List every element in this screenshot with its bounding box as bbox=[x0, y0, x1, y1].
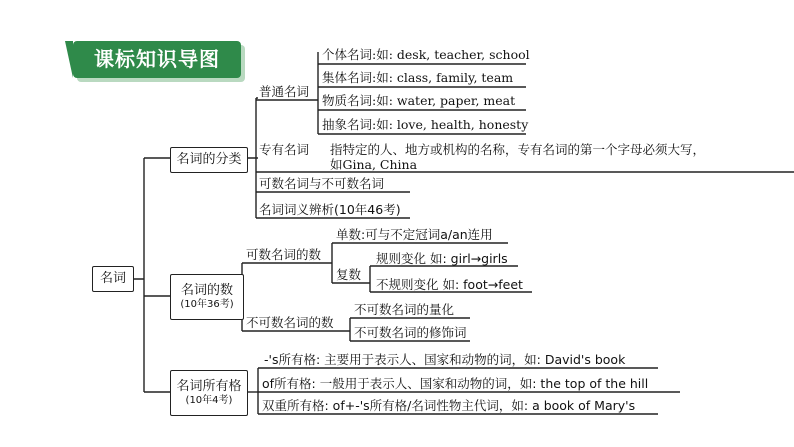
branch-number bbox=[170, 274, 244, 320]
common-item-1: 个体名词:如: desk, teacher, school bbox=[322, 47, 530, 62]
possessive-item-1: -'s所有格: 主要用于表示人、国家和动物的词，如: David's book bbox=[264, 352, 626, 367]
branch-possessive bbox=[170, 370, 248, 416]
root-node: 名词 bbox=[92, 266, 134, 292]
branch-possessive-note: (10年4考) bbox=[185, 395, 233, 406]
uncountable-number-label: 不可数名词的数 bbox=[246, 315, 334, 330]
noun-meaning: 名词词义辨析(10年46考) bbox=[259, 202, 401, 217]
branch-number-label: 名词的数 bbox=[180, 283, 233, 298]
uncountable-item-1: 不可数名词的量化 bbox=[354, 302, 455, 317]
possessive-item-2: of所有格: 一般用于表示人、国家和动物的词，如: the top of the hill bbox=[262, 376, 649, 391]
singular-rule: 单数:可与不定冠词a/an连用 bbox=[336, 227, 493, 242]
common-item-4: 抽象名词:如: love, health, honesty bbox=[322, 117, 529, 132]
uncountable-item-2: 不可数名词的修饰词 bbox=[354, 325, 467, 340]
proper-noun-label: 专有名词 bbox=[259, 142, 310, 157]
proper-noun-desc-2: 如Gina, China bbox=[330, 157, 418, 172]
irregular-plural: 不规则变化 如: foot→feet bbox=[376, 277, 523, 292]
common-noun-label: 普通名词 bbox=[259, 84, 310, 99]
branch-number-note: (10年36考) bbox=[180, 299, 234, 310]
proper-noun-desc-1: 指特定的人、地方或机构的名称，专有名词的第一个字母必须大写， bbox=[330, 142, 706, 157]
plural-label: 复数 bbox=[336, 267, 362, 282]
branch-category: 名词的分类 bbox=[170, 147, 248, 173]
common-item-3: 物质名词:如: water, paper, meat bbox=[322, 93, 516, 108]
regular-plural: 规则变化 如: girl→girls bbox=[376, 251, 508, 266]
countable-number-label: 可数名词的数 bbox=[246, 247, 322, 262]
common-item-2: 集体名词:如: class, family, team bbox=[322, 70, 514, 85]
possessive-item-3: 双重所有格: of+-'s所有格/名词性物主代词，如: a book of Mary's bbox=[262, 398, 636, 413]
page-title: 课标知识导图 bbox=[73, 41, 241, 78]
branch-possessive-label: 名词所有格 bbox=[176, 379, 242, 394]
countable-vs-uncountable: 可数名词与不可数名词 bbox=[259, 176, 385, 191]
